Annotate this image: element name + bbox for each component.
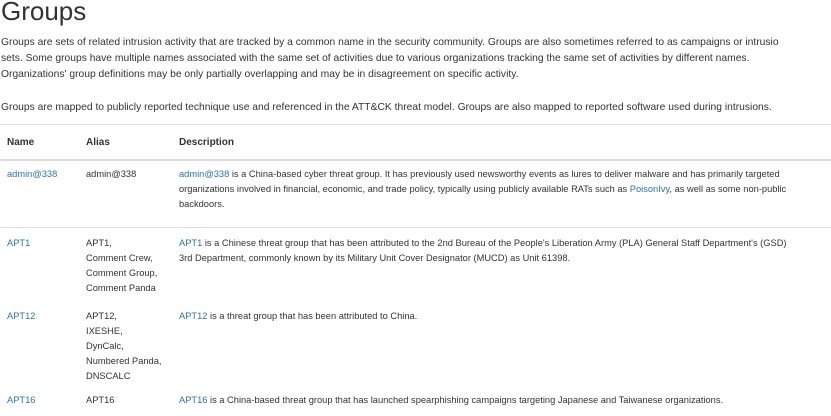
description-text: , as well as some non-public <box>669 184 787 194</box>
description-line <box>179 236 831 251</box>
description-link[interactable]: APT1 <box>179 238 203 248</box>
table-row <box>0 228 831 301</box>
description-cell <box>179 236 831 266</box>
description-text: organizations involved in financial, economic, and trade policy, typically using publicly available RATs such as <box>179 184 630 194</box>
alias-item: IXESHE, <box>86 326 123 336</box>
description-link[interactable]: APT16 <box>179 395 208 405</box>
alias-item: APT16 <box>86 395 115 405</box>
description-line <box>179 309 831 324</box>
table-row <box>0 301 831 390</box>
group-name-link[interactable]: admin@338 <box>7 169 58 179</box>
description-line <box>179 393 831 408</box>
column-header-name[interactable]: Name <box>7 137 35 148</box>
alias-item: DNSCALC <box>86 371 131 381</box>
alias-item: Comment Group, <box>86 268 158 278</box>
group-name-link[interactable]: APT12 <box>7 311 36 321</box>
groups-table <box>0 124 831 416</box>
description-cell <box>179 309 831 324</box>
alias-item: APT12, <box>86 311 118 321</box>
description-line <box>179 182 831 197</box>
description-cell <box>179 393 831 408</box>
mapping-paragraph: Groups are mapped to publicly reported technique use and referenced in the ATT&CK threat model. Groups are also mapped to reported software used during intrusions. <box>1 102 772 113</box>
table-row <box>0 390 831 416</box>
intro-line: Organizations' group definitions may be only partially overlapping and may be in disagreement on specific activity. <box>1 69 519 80</box>
description-link[interactable]: admin@338 <box>179 169 230 179</box>
description-text: is a China-based threat group that has launched spearphishing campaigns targeting Japanese and Taiwanese organizations. <box>207 395 724 405</box>
alias-cell <box>86 167 136 182</box>
column-header-description[interactable]: Description <box>179 137 235 148</box>
description-line <box>179 167 831 182</box>
alias-item: Numbered Panda, <box>86 356 162 366</box>
description-text: backdoors. <box>179 199 225 209</box>
page-title: Groups <box>1 0 87 26</box>
description-text: is a China-based cyber threat group. It has previously used newsworthy events as lures to deliver malware and has primarily targeted <box>229 169 780 179</box>
alias-cell <box>86 393 114 408</box>
table-row <box>0 161 831 228</box>
intro-paragraph <box>1 35 831 83</box>
alias-item: Comment Panda <box>86 283 156 293</box>
alias-item: APT1, <box>86 238 112 248</box>
description-line <box>179 197 831 212</box>
alias-cell <box>86 236 157 296</box>
description-text: is a threat group that has been attributed to China. <box>207 311 418 321</box>
intro-line: Groups are sets of related intrusion activity that are tracked by a common name in the security community. Groups are also sometimes referred to as campaigns or intrusio <box>1 37 779 48</box>
alias-item: admin@338 <box>86 169 137 179</box>
description-link[interactable]: APT12 <box>179 311 208 321</box>
alias-item: DynCalc, <box>86 341 124 351</box>
description-line <box>179 251 831 266</box>
intro-line: sets. Some groups have multiple names associated with the same set of activities due to various organizations tracking the same set of activities by different names. <box>1 53 750 64</box>
description-link[interactable]: PoisonIvy <box>629 184 670 194</box>
column-header-alias[interactable]: Alias <box>86 137 110 148</box>
group-name-link[interactable]: APT16 <box>7 395 36 405</box>
alias-cell <box>86 309 161 384</box>
alias-item: Comment Crew, <box>86 253 153 263</box>
description-cell <box>179 167 831 212</box>
group-name-link[interactable]: APT1 <box>7 238 31 248</box>
description-text: is a Chinese threat group that has been attributed to the 2nd Bureau of the People's Liberation Army (PLA) General Staff Department's (GSD) <box>202 238 787 248</box>
table-header <box>0 124 831 161</box>
description-text: 3rd Department, commonly known by its Military Unit Cover Designator (MUCD) as Unit 61398. <box>179 253 571 263</box>
